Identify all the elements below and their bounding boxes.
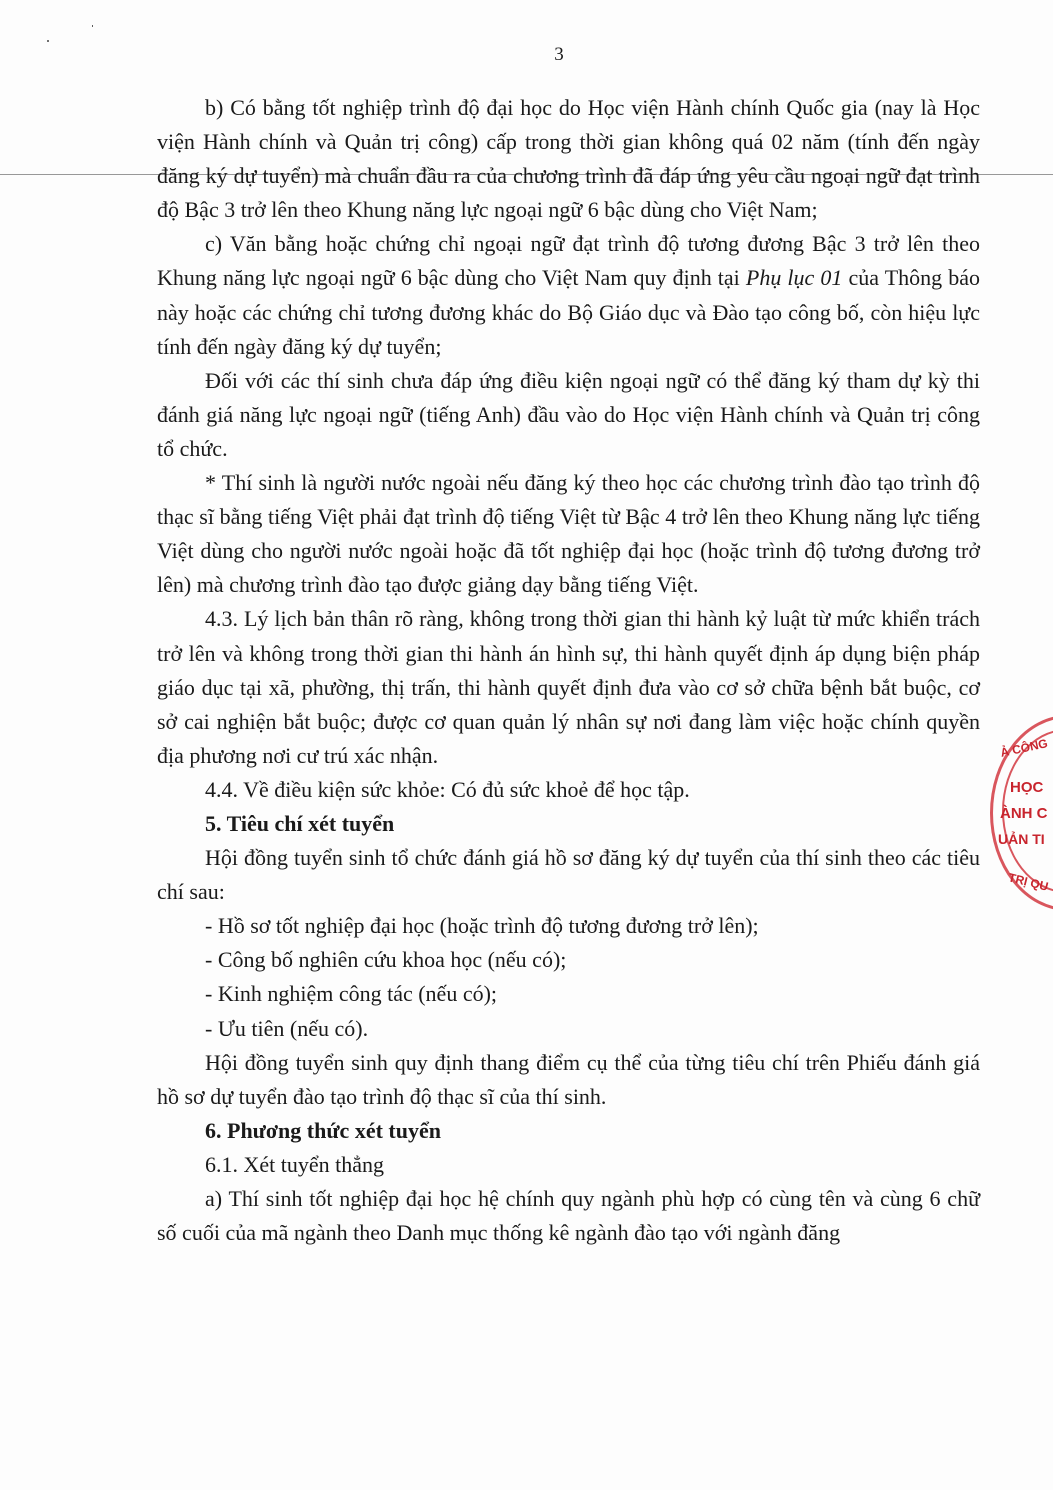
seal-text: UẢN TI — [998, 831, 1045, 847]
seal-text: ÀNH C — [1000, 805, 1048, 822]
criteria-item: - Kinh nghiệm công tác (nếu có); — [205, 981, 498, 1007]
section-heading-5: 5. Tiêu chí xét tuyển — [205, 810, 395, 836]
paragraph-foreign-students: * Thí sinh là người nước ngoài nếu đăng ký theo học các chương trình đào tạo trình độ thạc sĩ bằng tiếng Việt phải đạt trình độ tiếng Việt từ Bậc 4 trở lên theo Khung năng lực tiếng Việt dùng cho người nước ngoài hoặc đã tốt nghiệp đại học (hoặc trình độ tương đương trở lên) mà chương trình đào tạo được giảng dạy bằng tiếng Việt. — [157, 470, 980, 598]
paragraph-direct-admission: a) Thí sinh tốt nghiệp đại học hệ chính quy ngành phù hợp có cùng tên và cùng 6 chữ số cuối của mã ngành theo Danh mục thống kê ngành đào tạo với ngành đăng — [157, 1186, 980, 1246]
paragraph-4-4: 4.4. Về điều kiện sức khỏe: Có đủ sức khoẻ để học tập. — [205, 776, 690, 802]
criteria-item: - Hồ sơ tốt nghiệp đại học (hoặc trình độ tương đương trở lên); — [205, 913, 759, 939]
scan-speck — [47, 40, 49, 42]
criteria-item: - Ưu tiên (nếu có). — [205, 1015, 369, 1041]
seal-text: Ả CÔNG — [999, 736, 1049, 760]
paragraph-b: b) Có bằng tốt nghiệp trình độ đại học do Học viện Hành chính Quốc gia (nay là Học viện Hành chính và Quản trị công) cấp trong thời gian không quá 02 năm (tính đến ngày đăng ký dự tuyển) mà chuẩn đầu ra của chương trình đã đáp ứng yêu cầu ngoại ngữ đạt trình độ Bậc 3 trở lên theo Khung năng lực ngoại ngữ 6 bậc dùng cho Việt Nam; — [157, 95, 980, 223]
appendix-reference: Phụ lục 01 — [745, 265, 843, 291]
paragraph-c-text: c) Văn bằng hoặc chứng chỉ ngoại ngữ đạt trình độ tương đương Bậc 3 trở lên theo Khung năng lực ngoại ngữ 6 bậc dùng cho Việt Nam quy định tại — [157, 231, 980, 291]
official-seal-stamp — [990, 715, 1053, 915]
paragraph-4-3: 4.3. Lý lịch bản thân rõ ràng, không trong thời gian thi hành kỷ luật từ mức khiển trách trở lên và không trong thời gian thi hành án hình sự, thi hành quyết định áp dụng biện pháp giáo dục tại xã, phường, thị trấn, thi hành quyết định đưa vào cơ sở chữa bệnh bắt buộc, cơ sở cai nghiện bắt buộc; được cơ quan quản lý nhân sự nơi đang làm việc hoặc chính quyền địa phương nơi cư trú xác nhận. — [157, 606, 980, 768]
paragraph-scoring: Hội đồng tuyển sinh quy định thang điểm cụ thể của từng tiêu chí trên Phiếu đánh giá hồ sơ dự tuyển đào tạo trình độ thạc sĩ của thí sinh. — [157, 1049, 980, 1109]
paragraph-language-exam: Đối với các thí sinh chưa đáp ứng điều kiện ngoại ngữ có thể đăng ký tham dự kỳ thi đánh giá năng lực ngoại ngữ (tiếng Anh) đầu vào do Học viện Hành chính và Quản trị công tổ chức. — [157, 367, 980, 461]
seal-text: HỌC — [1010, 779, 1044, 796]
section-heading-6: 6. Phương thức xét tuyển — [205, 1117, 441, 1143]
criteria-item: - Công bố nghiên cứu khoa học (nếu có); — [205, 947, 567, 973]
page-number: 3 — [554, 44, 564, 65]
paragraph-6-1: 6.1. Xét tuyển thẳng — [205, 1151, 385, 1177]
paragraph-c-text-end: của Thông báo này hoặc các chứng chỉ tương đương khác do Bộ Giáo dục và Đào tạo công bố, còn hiệu lực tính đến ngày đăng ký dự tuyển; — [157, 265, 980, 359]
paragraph-c — [157, 227, 980, 363]
document-body — [157, 91, 980, 1250]
paragraph-criteria-intro: Hội đồng tuyển sinh tổ chức đánh giá hồ sơ đăng ký dự tuyển của thí sinh theo các tiêu chí sau: — [157, 845, 980, 905]
scan-speck — [92, 25, 93, 27]
seal-text: TRỊ QU — [1006, 870, 1050, 894]
